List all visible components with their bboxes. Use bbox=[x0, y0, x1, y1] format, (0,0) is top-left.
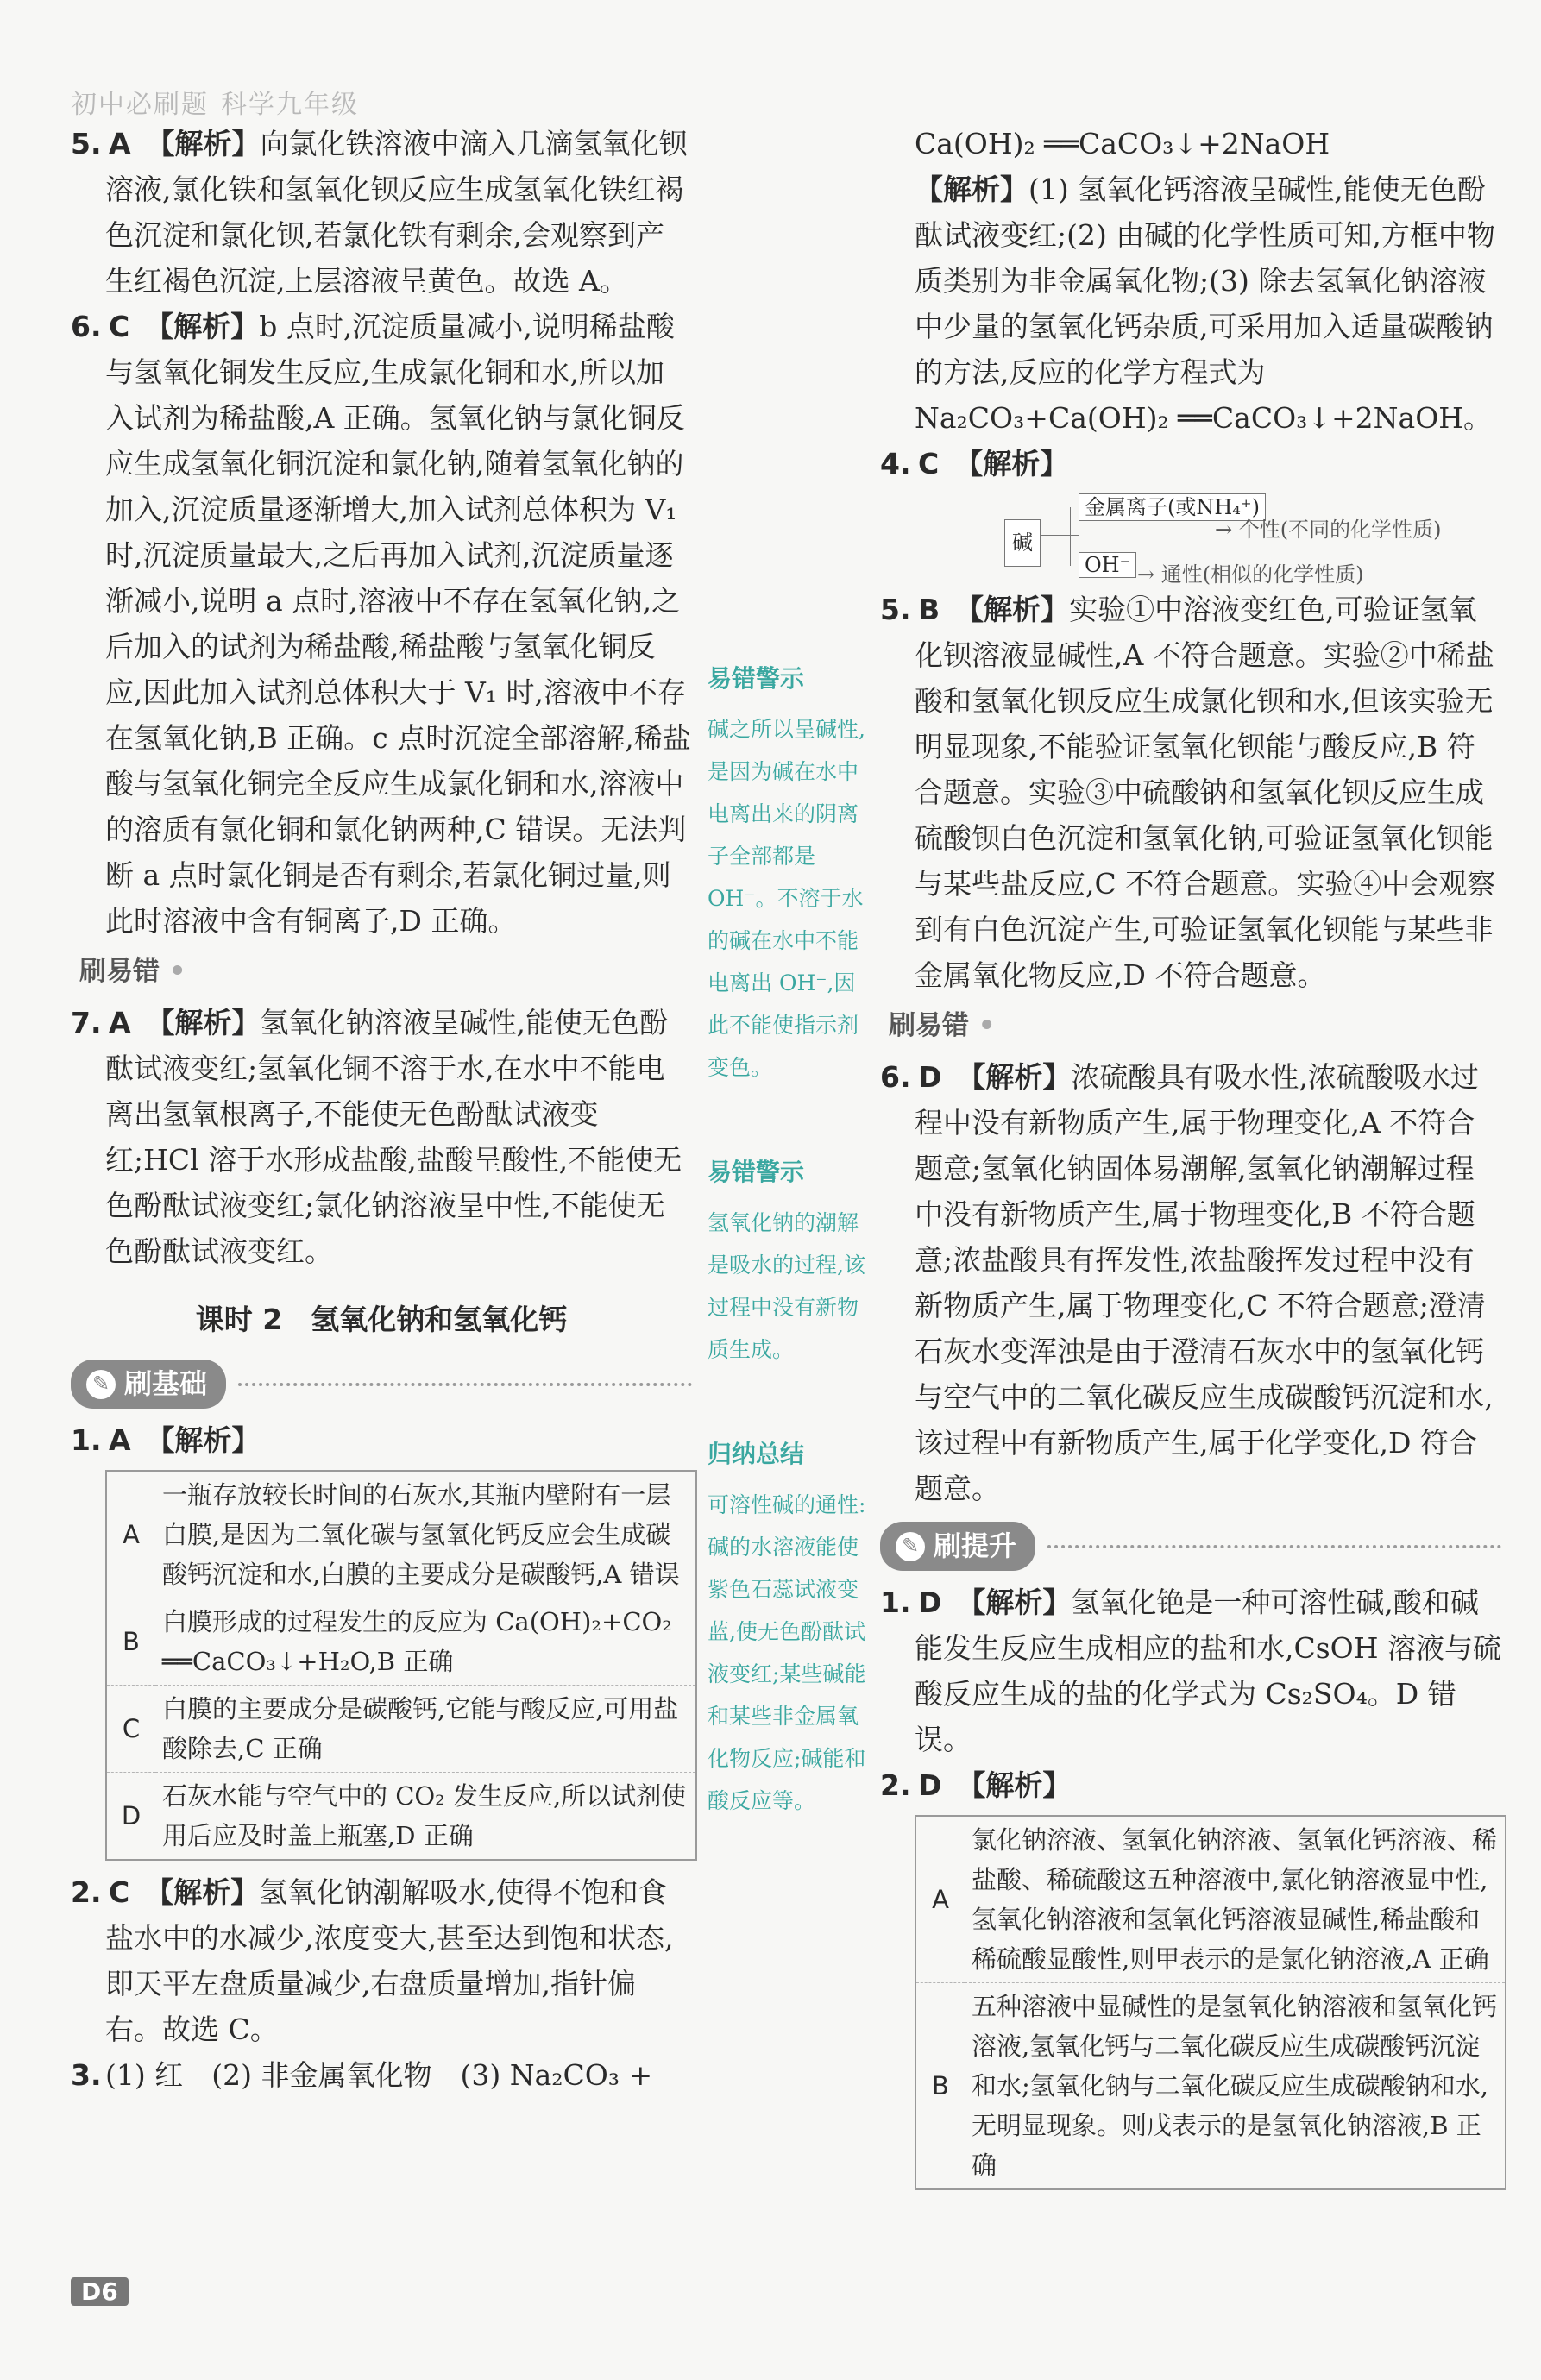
analysis-text: 氢氧化钠溶液呈碱性,能使无色酚酞试液变红;氢氧化铜不溶于水,在水中不能电离出氢氧根离子,不能使无色酚酞试液变红;HCl 溶于水形成盐酸,盐酸呈酸性,不能使无色酚酞试液变红;氯化钠溶液呈中性,不能使无色酚酞试液变红。 bbox=[105, 1006, 682, 1268]
answer-1 bbox=[71, 1417, 692, 1463]
question-number: 2. bbox=[880, 1768, 911, 1802]
answer-3-analysis bbox=[880, 166, 1501, 441]
brush-icon: ✎ bbox=[896, 1532, 925, 1561]
table-row bbox=[915, 1816, 1506, 1983]
question-number: 2. bbox=[71, 1875, 102, 1909]
table-row bbox=[106, 1471, 696, 1598]
analysis-text: 氢氧化铯是一种可溶性碱,酸和碱能发生反应生成相应的盐和水,CsOH 溶液与硫酸反应生成的盐的化学式为 Cs₂SO₄。D 错误。 bbox=[915, 1586, 1501, 1756]
row-text: 白膜形成的过程发生的反应为 Ca(OH)₂+CO₂ ══CaCO₃↓+H₂O,B 正确 bbox=[155, 1598, 696, 1686]
dotted-divider bbox=[1047, 1545, 1501, 1548]
dotted-divider bbox=[238, 1383, 692, 1386]
base-properties-diagram bbox=[984, 493, 1501, 587]
row-label: A bbox=[915, 1816, 965, 1983]
analysis-tag: 【解析】 bbox=[957, 1768, 1072, 1802]
diagram-root: 碱 bbox=[1004, 519, 1041, 567]
book-title: 初中必刷题 bbox=[71, 90, 209, 120]
answer-letter: A bbox=[109, 1423, 131, 1457]
analysis-tag: 【解析】 bbox=[145, 1875, 260, 1909]
tip-text: 碱之所以呈碱性,是因为碱在水中电离出来的阴离子全部都是 OH⁻。不溶于水的碱在水中不能电离出 OH⁻,因此不能使指示剂变色。 bbox=[708, 717, 865, 1080]
analysis-tag: 【解析】 bbox=[145, 310, 260, 343]
connector-line bbox=[1070, 507, 1071, 566]
banner-label: 刷提升 bbox=[934, 1529, 1017, 1562]
tip-easy-error-1 bbox=[708, 656, 871, 1089]
answer-letter: A bbox=[109, 1006, 131, 1039]
row-text: 五种溶液中显碱性的是氢氧化钠溶液和氢氧化钙溶液,氢氧化钙与二氧化碳反应生成碳酸钙沉淀和水;氢氧化钠与二氧化碳反应生成碳酸钠和水,无明显现象。则戊表示的是氢氧化钠溶液,B 正确 bbox=[972, 1992, 1498, 2180]
question-number: 6. bbox=[880, 1060, 911, 1094]
analysis-text: (1) 氢氧化钙溶液呈碱性,能使无色酚酞试液变红;(2) 由碱的化学性质可知,方框中物质类别为非金属氧化物;(3) 除去氢氧化钠溶液中少量的氢氧化钙杂质,可采用加入适量碳酸钠的方法,反应的化学方程式为 Na₂CO₃+Ca(OH)₂ ══CaCO₃↓+2NaOH。 bbox=[915, 173, 1495, 435]
section-easy-error-right bbox=[889, 1003, 1501, 1049]
tip-summary bbox=[708, 1431, 871, 1822]
page-header bbox=[71, 83, 359, 121]
analysis-text: 浓硫酸具有吸水性,浓硫酸吸水过程中没有新物质产生,属于物理变化,A 不符合题意;氢氧化钠固体易潮解,氢氧化钠潮解过程中没有新物质产生,属于物理变化,B 不符合题意;浓盐酸具有挥发性,浓盐酸挥发过程中没有新物质产生,属于物理变化,C 不符合题意;澄清石灰水变浑浊是由于澄清石灰水中的氢氧化钙与空气中的二氧化碳反应生成碳酸钙沉淀和水,该过程中有新物质产生,属于化学变化,D 符合题意。 bbox=[915, 1060, 1494, 1505]
diagram-branch-2: OH⁻ bbox=[1079, 552, 1136, 578]
section-easy-error bbox=[79, 949, 692, 995]
right-column bbox=[880, 121, 1501, 2199]
row-text: 氯化钠溶液、氢氧化钠溶液、氢氧化钙溶液、稀盐酸、稀硫酸这五种溶液中,氯化钠溶液显中性,氢氧化钠溶液和氢氧化钙溶液显碱性,稀盐酸和稀硫酸显酸性,则甲表示的是氯化钠溶液,A 正确 bbox=[965, 1816, 1506, 1983]
page-number: D6 bbox=[71, 2277, 129, 2306]
tip-easy-error-2 bbox=[708, 1149, 871, 1371]
analysis-tag: 【解析】 bbox=[146, 1423, 261, 1457]
answer-2 bbox=[71, 1869, 692, 2052]
row-label: D bbox=[121, 1801, 142, 1831]
row-label: A bbox=[106, 1471, 155, 1598]
diagram-note-1: → 个性(不同的化学性质) bbox=[1215, 518, 1442, 542]
diagram-note-2: → 通性(相似的化学性质) bbox=[1137, 562, 1364, 587]
section-label: 刷易错 bbox=[79, 956, 160, 987]
row-text: 一瓶存放较长时间的石灰水,其瓶内壁附有一层白膜,是因为二氧化碳与氢氧化钙反应会生成碳酸钙沉淀和水,白膜的主要成分是碳酸钙,A 错误 bbox=[155, 1471, 696, 1598]
analysis-text: 实验①中溶液变红色,可验证氢氧化钡溶液显碱性,A 不符合题意。实验②中稀盐酸和氢氧化钡反应生成氯化钡和水,但该实验无明显现象,不能验证氢氧化钡能与酸反应,B 符合题意。实验③中硫酸钠和氢氧化钡反应生成硫酸钡白色沉淀和氢氧化钠,可验证氢氧化钡能与某些盐反应,C 不符合题意。实验④中会观察到有白色沉淀产生,可验证氢氧化钡能与某些非金属氧化物反应,D 不符合题意。 bbox=[915, 593, 1496, 992]
table-row bbox=[915, 1983, 1506, 2190]
analysis-tag: 【解析】 bbox=[957, 1060, 1072, 1094]
question-number: 5. bbox=[71, 127, 102, 160]
banner-pill bbox=[880, 1522, 1035, 1571]
section-label: 刷易错 bbox=[889, 1010, 969, 1041]
diagram-branch-1: 金属离子(或NH₄⁺) bbox=[1079, 493, 1266, 521]
analysis-tag: 【解析】 bbox=[146, 127, 261, 160]
table-row bbox=[106, 1773, 696, 1861]
analysis-tag: 【解析】 bbox=[146, 1006, 261, 1039]
answer-3-equation: Ca(OH)₂ ══CaCO₃↓+2NaOH bbox=[915, 127, 1330, 160]
question-number: 6. bbox=[71, 310, 102, 343]
question-number: 1. bbox=[880, 1586, 911, 1619]
tip-title: 易错警示 bbox=[708, 1158, 805, 1186]
question-number: 3. bbox=[71, 2058, 102, 2092]
table-row bbox=[106, 1598, 696, 1686]
tip-text: 氢氧化钠的潮解是吸水的过程,该过程中没有新物质生成。 bbox=[708, 1210, 865, 1362]
question-number: 7. bbox=[71, 1006, 102, 1039]
answer-7 bbox=[71, 1000, 692, 1274]
lesson-title: 课时 2 氢氧化钠和氢氧化钙 bbox=[195, 1303, 568, 1336]
analysis-text: 氢氧化钠潮解吸水,使得不饱和食盐水中的水减少,浓度变大,甚至达到饱和状态,即天平左盘质量减少,右盘质量增加,指针偏右。故选 C。 bbox=[105, 1875, 674, 2046]
tip-text: 可溶性碱的通性:碱的水溶液能使紫色石蕊试液变蓝,使无色酚酞试液变红;某些碱能和某些非金属氧化物反应;碱能和酸反应等。 bbox=[708, 1492, 866, 1813]
row-text: 石灰水能与空气中的 CO₂ 发生反应,所以试剂使用后应及时盖上瓶塞,D 正确 bbox=[162, 1781, 687, 1850]
answer-letter: D bbox=[918, 1586, 942, 1619]
row-label: C bbox=[106, 1686, 155, 1773]
answer-5 bbox=[71, 121, 692, 304]
analysis-tag: 【解析】 bbox=[957, 1586, 1072, 1619]
analysis-text: 向氯化铁溶液中滴入几滴氢氧化钡溶液,氯化铁和氢氧化钡反应生成氢氧化铁红褐色沉淀和氯化钡,若氯化铁有剩余,会观察到产生红褐色沉淀,上层溶液呈黄色。故选 A。 bbox=[105, 127, 688, 298]
question-number: 5. bbox=[880, 593, 911, 626]
dots-decoration: • bbox=[978, 1010, 999, 1041]
analysis-table-2 bbox=[915, 1815, 1506, 2190]
analysis-tag: 【解析】 bbox=[955, 593, 1070, 626]
answer-1-right bbox=[880, 1579, 1501, 1762]
banner-basic bbox=[71, 1360, 692, 1409]
tips-column bbox=[708, 656, 871, 1882]
analysis-text: b 点时,沉淀质量减小,说明稀盐酸与氢氧化铜发生反应,生成氯化铜和水,所以加入试剂为稀盐酸,A 正确。氢氧化钠与氯化铜反应生成氢氧化铜沉淀和氯化钠,随着氢氧化钠的加入,沉淀质量逐渐增大,加入试剂总体积为 V₁ 时,沉淀质量最大,之后再加入试剂,沉淀质量逐渐减小,说明 a 点时,溶液中不存在氢氧化钠,之后加入的试剂为稀盐酸,稀盐酸与氢氧化铜反应,因此加入试剂总体积大于 V₁ 时,溶液中不存在氢氧化钠,B 正确。c 点时沉淀全部溶解,稀盐酸与氢氧化铜完全反应生成氯化铜和水,溶液中的溶质有氯化铜和氯化钠两种,C 错误。无法判断 a 点时氯化铜是否有剩余,若氯化铜过量,则此时溶液中含有铜离子,D 正确。 bbox=[105, 310, 691, 938]
answer-6-right bbox=[880, 1054, 1501, 1511]
answer-letter: C bbox=[109, 1875, 130, 1909]
question-number: 4. bbox=[880, 447, 911, 480]
row-label: B bbox=[932, 2071, 949, 2101]
answer-letter: D bbox=[918, 1768, 942, 1802]
answer-6 bbox=[71, 304, 692, 944]
dots-decoration: • bbox=[168, 956, 190, 987]
analysis-tag: 【解析】 bbox=[954, 447, 1069, 480]
answer-text: (1) 红 (2) 非金属氧化物 (3) Na₂CO₃ + bbox=[105, 2058, 653, 2092]
analysis-tag: 【解析】 bbox=[915, 173, 1028, 206]
connector-line bbox=[1041, 535, 1079, 536]
answer-letter: C bbox=[918, 447, 940, 480]
row-text: 白膜的主要成分是碳酸钙,它能与酸反应,可用盐酸除去,C 正确 bbox=[155, 1686, 696, 1773]
analysis-table-1 bbox=[105, 1470, 697, 1861]
answer-2-right bbox=[880, 1762, 1501, 1808]
answer-5-right bbox=[880, 587, 1501, 998]
answer-4 bbox=[880, 441, 1501, 487]
banner-label: 刷基础 bbox=[124, 1367, 208, 1400]
question-number: 1. bbox=[71, 1423, 102, 1457]
tip-title: 易错警示 bbox=[708, 664, 805, 693]
answer-letter: A bbox=[109, 127, 131, 160]
answer-letter: B bbox=[918, 593, 940, 626]
answer-letter: D bbox=[918, 1060, 942, 1094]
tip-title: 归纳总结 bbox=[708, 1440, 805, 1468]
row-label: B bbox=[106, 1598, 155, 1686]
answer-letter: C bbox=[109, 310, 130, 343]
answer-3 bbox=[71, 2052, 692, 2098]
banner-advanced bbox=[880, 1522, 1501, 1571]
subject-title: 科学九年级 bbox=[221, 90, 359, 120]
left-column bbox=[71, 121, 692, 2098]
brush-icon: ✎ bbox=[86, 1370, 116, 1399]
table-row bbox=[106, 1686, 696, 1773]
banner-pill bbox=[71, 1360, 226, 1409]
